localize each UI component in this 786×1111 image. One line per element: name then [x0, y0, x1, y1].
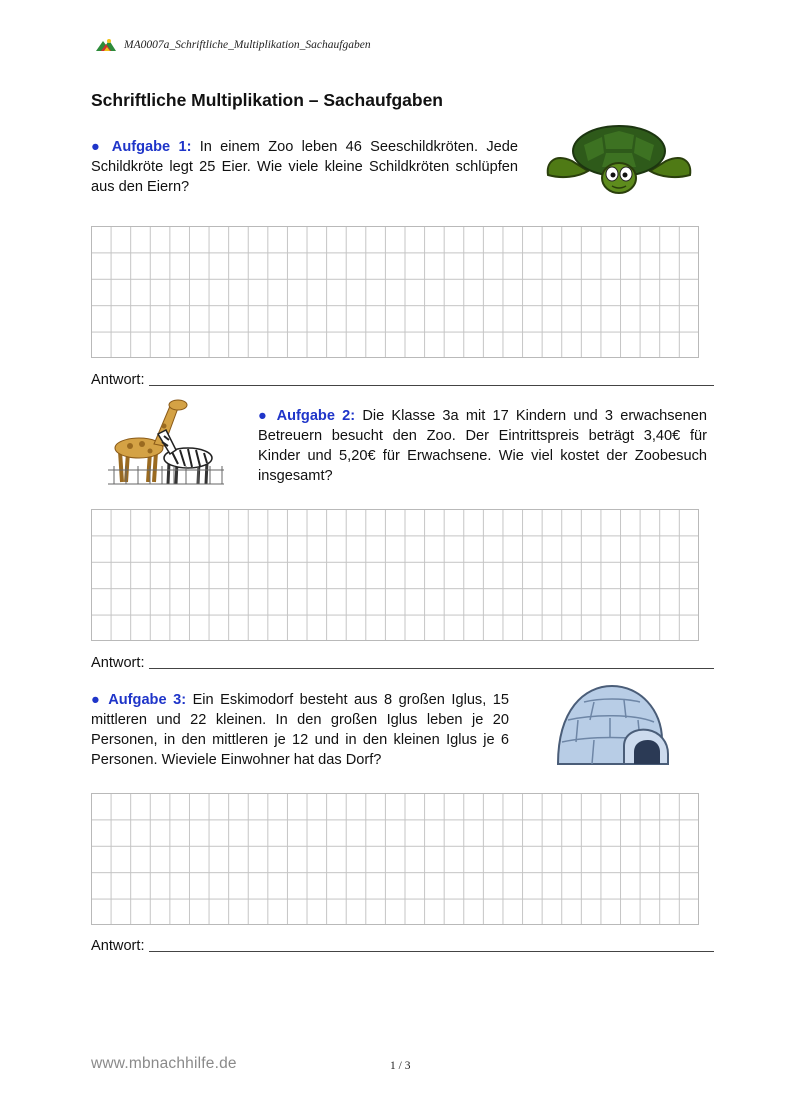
task-3-text: [91, 690, 509, 770]
answer-row-2: [91, 652, 714, 672]
task-1-question: In einem Zoo leben 46 Seeschildkröten. Jede Schildkröte legt 25 Eier. Wie viele kleine Schildkröten schlüpfen aus den Eiern?: [91, 139, 518, 195]
calculation-grid-1[interactable]: [91, 226, 699, 358]
igloo-icon: [554, 680, 672, 770]
answer-label-3: Antwort:: [91, 938, 145, 954]
answer-line-2[interactable]: [149, 654, 714, 669]
document-header: [96, 36, 371, 54]
calculation-grid-2[interactable]: [91, 509, 699, 641]
answer-line-1[interactable]: [149, 371, 714, 386]
answer-row-3: [91, 935, 714, 955]
page-number: 1 / 3: [390, 1060, 411, 1072]
task-1-label: ● Aufgabe 1:: [91, 139, 192, 155]
task-1-text: [91, 137, 518, 197]
document-name: MA0007a_Schriftliche_Multiplikation_Sachaufgaben: [124, 39, 371, 51]
page-title: Schriftliche Multiplikation – Sachaufgaben: [91, 90, 443, 110]
answer-label-2: Antwort:: [91, 655, 145, 671]
footer-url[interactable]: www.mbnachhilfe.de: [91, 1055, 237, 1072]
calculation-grid-3[interactable]: [91, 793, 699, 925]
task-3-label: ● Aufgabe 3:: [91, 692, 187, 708]
mountain-logo-icon: [96, 38, 116, 52]
turtle-icon: [544, 123, 694, 201]
giraffe-zebra-icon: [106, 396, 226, 486]
task-2-text: [258, 406, 707, 486]
answer-row-1: [91, 369, 714, 389]
task-2-label: ● Aufgabe 2:: [258, 408, 356, 424]
answer-line-3[interactable]: [149, 937, 714, 952]
task-2-question: Die Klasse 3a mit 17 Kindern und 3 erwachsenen Betreuern besucht den Zoo. Der Eintrittspreis beträgt 3,40€ für Kinder und 5,20€ für Erwachsene. Wie viel kostet der Zoobesuch insgesamt?: [258, 408, 708, 484]
answer-label-1: Antwort:: [91, 372, 145, 388]
task-3-question: Ein Eskimodorf besteht aus 8 großen Iglus, 15 mittleren und 22 kleinen. In den großen Iglus leben je 20 Personen, in den mittleren je 12 und in den kleinen Iglus je 6 Personen. Wieviele Einwohner hat das Dorf?: [91, 692, 510, 768]
